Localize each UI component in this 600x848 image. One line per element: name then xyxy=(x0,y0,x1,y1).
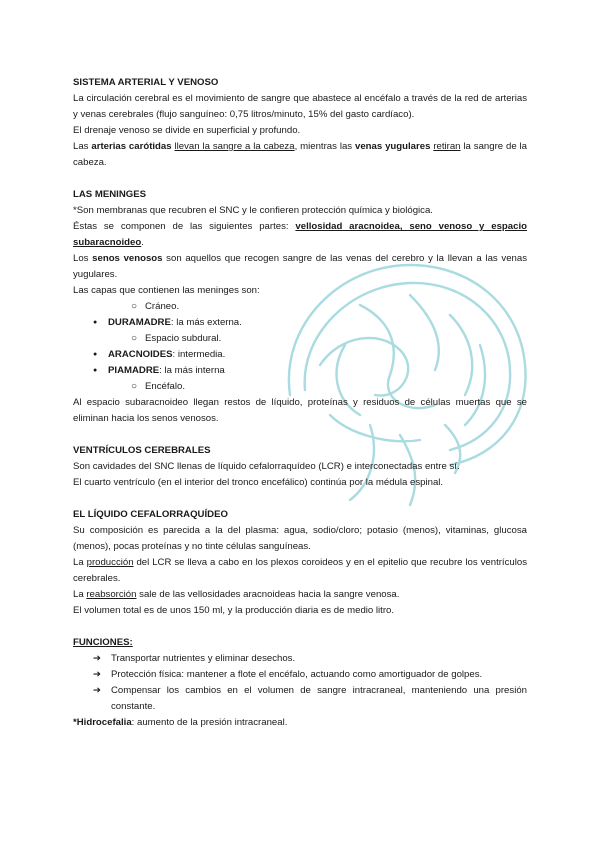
paragraph: La circulación cerebral es el movimiento de sangre que abastece al encéfalo a través de la red de arterias y venas cerebrales (flujo sanguíneo: 0,75 litros/minuto, 15% del gasto cardíaco). xyxy=(73,93,527,120)
paragraph: Las arterias carótidas llevan la sangre a la cabeza, mientras las venas yugulares retiran la sangre de la cabeza. xyxy=(73,141,528,168)
list-item: ➔ Transportar nutrientes y eliminar desechos. xyxy=(73,651,527,667)
list-item: ➔ Protección física: mantener a flote el encéfalo, actuando como amortiguador de golpes. xyxy=(73,667,527,683)
paragraph: Son cavidades del SNC llenas de líquido cefalorraquídeo (LCR) e interconectadas entre sí. xyxy=(73,461,460,472)
document-body xyxy=(73,75,527,731)
paragraph: Éstas se componen de las siguientes partes: vellosidad aracnoidea, seno venoso y espacio subaracnoideo. xyxy=(73,221,527,248)
paragraph: El drenaje venoso se divide en superficial y profundo. xyxy=(73,125,301,136)
right-arrow-icon: ➔ xyxy=(93,669,102,680)
section-title: LAS MENINGES xyxy=(73,189,147,200)
hollow-circle-icon: ○ xyxy=(131,381,138,392)
list-item: ○ Encéfalo. xyxy=(73,379,527,395)
filled-circle-icon: ● xyxy=(93,367,98,374)
section-title: FUNCIONES: xyxy=(73,637,133,648)
paragraph: La producción del LCR se lleva a cabo en los plexos coroideos y en el epitelio que recubre los ventrículos cerebrales. xyxy=(73,557,527,584)
list-item: ● PIAMADRE: la más interna xyxy=(73,363,527,379)
filled-circle-icon: ● xyxy=(93,319,98,326)
list-item: ➔ Compensar los cambios en el volumen de sangre intracraneal, manteniendo una presión constante. xyxy=(93,685,527,712)
list-item: ○ Cráneo. xyxy=(73,299,527,315)
section-title: EL LÍQUIDO CEFALORRAQUÍDEO xyxy=(73,509,228,520)
hollow-circle-icon: ○ xyxy=(131,333,138,344)
section-title: VENTRÍCULOS CEREBRALES xyxy=(73,445,211,456)
paragraph: Su composición es parecida a la del plasma: agua, sodio/cloro; potasio (menos), vitaminas, glucosa (menos), pocas proteínas y no tinte células sanguíneas. xyxy=(73,525,527,552)
paragraph: Los senos venosos son aquellos que recogen sangre de las venas del cerebro y la llevan a las venas yugulares. xyxy=(73,253,527,280)
hollow-circle-icon: ○ xyxy=(131,301,138,312)
paragraph: Las capas que contienen las meninges son: xyxy=(73,285,260,296)
note: *Hidrocefalia: aumento de la presión intracraneal. xyxy=(73,717,288,728)
paragraph: Al espacio subaracnoideo llegan restos de líquido, proteínas y residuos de células muertas que se eliminan hacia los senos venosos. xyxy=(73,397,527,424)
paragraph: El volumen total es de unos 150 ml, y la producción diaria es de medio litro. xyxy=(73,605,395,616)
filled-circle-icon: ● xyxy=(93,351,98,358)
paragraph: La reabsorción sale de las vellosidades aracnoideas hacia la sangre venosa. xyxy=(73,589,400,600)
list-item: ● ARACNOIDES: intermedia. xyxy=(73,347,527,363)
paragraph: El cuarto ventrículo (en el interior del tronco encefálico) continúa por la médula espinal. xyxy=(73,477,444,488)
list-item: ● DURAMADRE: la más externa. xyxy=(73,315,527,331)
right-arrow-icon: ➔ xyxy=(93,685,102,696)
section-title: SISTEMA ARTERIAL Y VENOSO xyxy=(73,77,219,88)
list-item: ○ Espacio subdural. xyxy=(73,331,527,347)
paragraph: *Son membranas que recubren el SNC y le confieren protección química y biológica. xyxy=(73,205,433,216)
right-arrow-icon: ➔ xyxy=(93,653,102,664)
